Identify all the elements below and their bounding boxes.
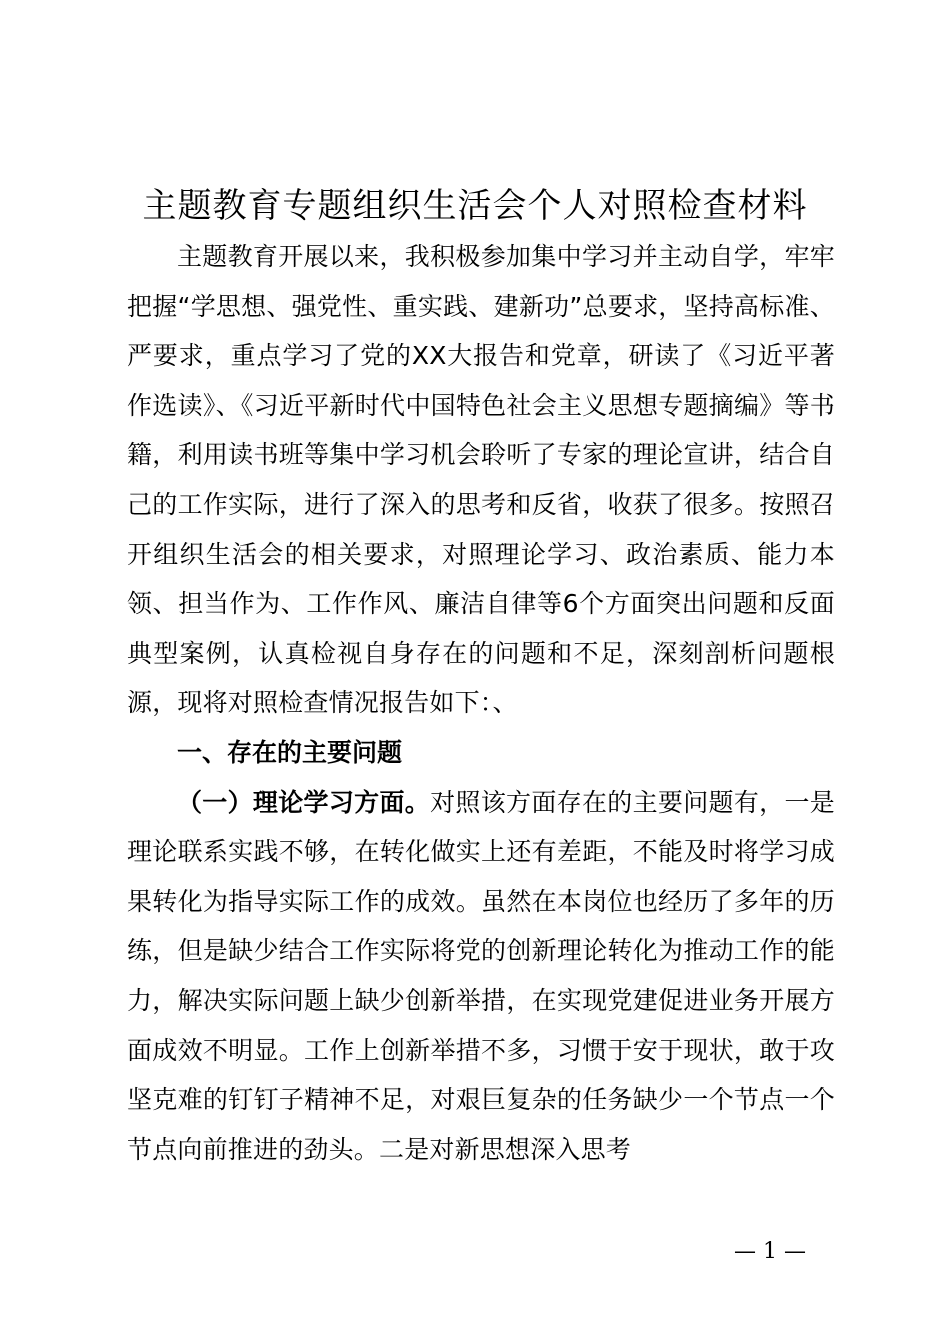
subsection-text: 对照该方面存在的主要问题有，一是理论联系实践不够，在转化做实上还有差距，不能及时将学习成果转化为指导实际工作的成效。虽然在本岗位也经历了多年的历练，但是缺少结合工作实际将党的创新理论转化为推动工作的能力，解决实际问题上缺少创新举措，在实现党建促进业务开展方面成效不明显。工作上创新举措不多，习惯于安于现状，敢于攻坚克难的钉钉子精神不足，对艰巨复杂的任务缺少一个节点一个节点向前推进的劲头。二是对新思想深入思考 xyxy=(127,787,835,1164)
intro-paragraph: 主题教育开展以来，我积极参加集中学习并主动自学，牢牢把握“学思想、强党性、重实践、建新功”总要求，坚持高标准、严要求，重点学习了党的XX大报告和党章，研读了《习近平著作选读》、《习近平新时代中国特色社会主义思想专题摘编》等书籍，利用读书班等集中学习机会聆听了专家的理论宣讲，结合自己的工作实际，进行了深入的思考和反省，收获了很多。按照召开组织生活会的相关要求，对照理论学习、政治素质、能力本领、担当作为、工作作风、廉洁自律等6个方面突出问题和反面典型案例，认真检视自身存在的问题和不足，深刻剖析问题根源，现将对照检查情况报告如下：、 xyxy=(127,242,835,718)
page-number: — 1 — xyxy=(734,1239,806,1264)
document-body xyxy=(127,232,835,1174)
subsection-paragraph xyxy=(127,778,835,1175)
subsection-lead: （一）理论学习方面。 xyxy=(177,787,431,817)
document-title: 主题教育专题组织生活会个人对照检查材料 xyxy=(142,186,808,226)
section-heading: 一、存在的主要问题 xyxy=(177,737,403,767)
